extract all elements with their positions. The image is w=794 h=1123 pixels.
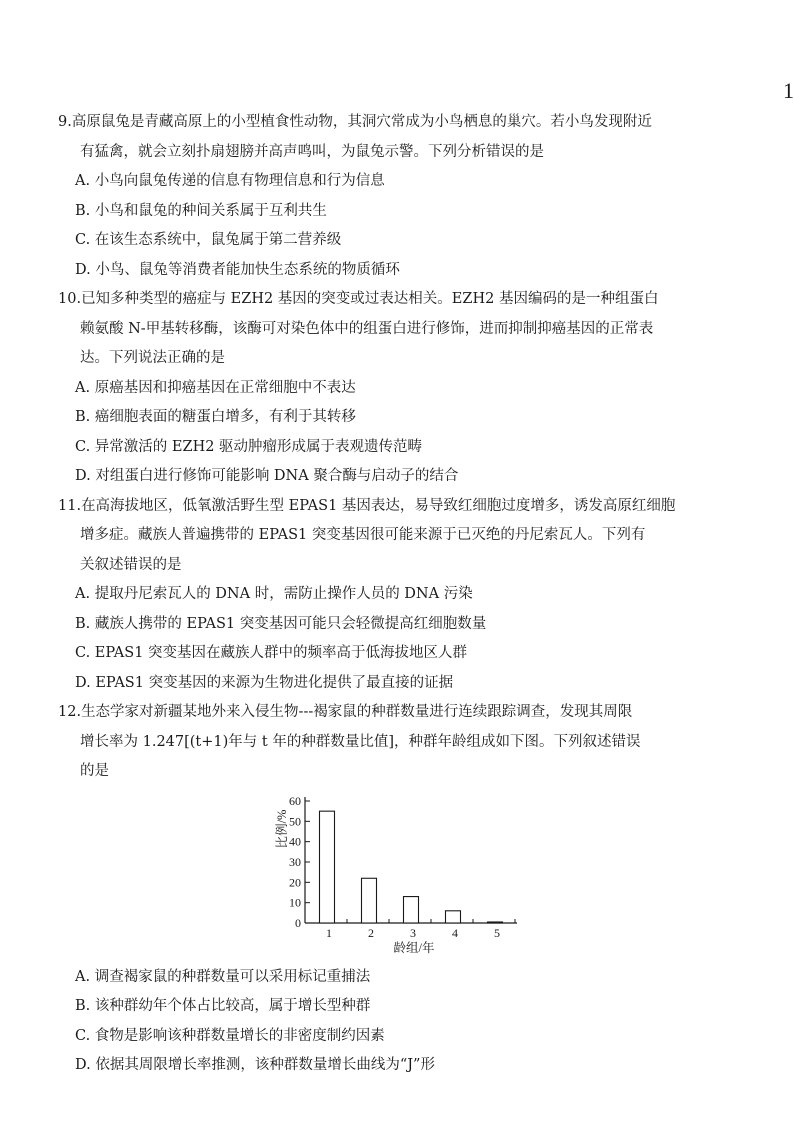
y-tick-label: 20 <box>289 874 301 889</box>
question-10 <box>58 285 738 492</box>
option-c[interactable]: C. EPAS1 突变基因在藏族人群中的频率高于低海拔地区人群 <box>75 645 468 661</box>
option-c[interactable]: C. 食物是影响该种群数量增长的非密度制约因素 <box>75 1027 385 1044</box>
stem-line: 生态学家对新疆某地外来入侵生物---褐家鼠的种群数量进行连续跟踪调查，发现其周限 <box>81 704 633 720</box>
bar-1 <box>320 811 335 923</box>
question-12 <box>58 698 738 1081</box>
option-d[interactable]: D. 依据其周限增长率推测，该种群数量增长曲线为“J”形 <box>75 1057 435 1073</box>
bar-4 <box>446 910 461 922</box>
option-a[interactable]: A. 提取丹尼索瓦人的 DNA 时，需防止操作人员的 DNA 污染 <box>75 586 473 602</box>
y-tick-label: 60 <box>289 793 301 808</box>
option-b[interactable]: B. 该种群幼年个体占比较高，属于增长型种群 <box>75 998 371 1014</box>
question-number: 9. <box>58 114 72 130</box>
option-d[interactable]: D. 对组蛋白进行修饰可能影响 DNA 聚合酶与启动子的结合 <box>75 468 459 484</box>
option-c[interactable]: C. 在该生态系统中，鼠兔属于第二营养级 <box>75 232 342 248</box>
stem-line: 有猛禽，就会立刻扑扇翅膀并高声鸣叫，为鼠兔示警。下列分析错误的是 <box>80 143 544 160</box>
question-11 <box>58 492 738 699</box>
question-9-stem <box>58 108 738 138</box>
stem-line: 增多症。藏族人普遍携带的 EPAS1 突变基因很可能来源于已灭绝的丹尼索瓦人。下列有 <box>80 527 646 543</box>
bar-3 <box>404 896 419 922</box>
stem-line: 赖氨酸 N-甲基转移酶，该酶可对染色体中的组蛋白进行修饰，进而抑制抑癌基因的正常表 <box>80 320 654 337</box>
option-a[interactable]: A. 小鸟向鼠兔传递的信息有物理信息和行为信息 <box>75 173 385 189</box>
bar-5 <box>488 921 503 922</box>
y-tick-label: 10 <box>289 895 301 910</box>
option-b[interactable]: B. 藏族人携带的 EPAS1 突变基因可能只会轻微提高红细胞数量 <box>75 615 487 632</box>
x-tick-label: 5 <box>494 925 500 940</box>
y-tick-label: 0 <box>295 915 301 930</box>
age-structure-chart-container <box>0 791 794 961</box>
question-12-stem <box>58 698 738 728</box>
question-list <box>58 108 738 1081</box>
bar-2 <box>362 878 377 923</box>
option-c[interactable]: C. 异常激活的 EZH2 驱动肿瘤形成属于表观遗传范畴 <box>75 438 423 455</box>
option-b[interactable]: B. 癌细胞表面的糖蛋白增多，有利于其转移 <box>75 409 356 425</box>
x-tick-label: 2 <box>368 925 374 940</box>
option-a[interactable]: A. 调查褐家鼠的种群数量可以采用标记重捕法 <box>75 968 371 985</box>
option-b[interactable]: B. 小鸟和鼠兔的种间关系属于互利共生 <box>75 202 327 219</box>
x-tick-label: 3 <box>410 925 416 940</box>
y-tick-label: 30 <box>289 854 301 869</box>
y-axis-label: 比例/% <box>275 809 289 848</box>
stem-line: 的是 <box>80 763 109 779</box>
x-tick-label: 1 <box>326 925 332 940</box>
question-number: 10. <box>58 291 82 307</box>
stem-line: 增长率为 1.247[(t+1)年与 t 年的种群数量比值]，种群年龄组成如下图。下列叙述错误 <box>80 733 641 750</box>
y-tick-label: 40 <box>289 834 301 849</box>
stem-line: 已知多种类型的癌症与 EZH2 基因的突变或过表达相关。EZH2 基因编码的是一种组蛋白 <box>81 291 659 307</box>
stem-line: 高原鼠兔是青藏高原上的小型植食性动物，其洞穴常成为小鸟栖息的巢穴。若小鸟发现附近 <box>71 114 652 130</box>
age-structure-chart <box>0 791 794 961</box>
stem-line: 关叙述错误的是 <box>80 556 182 573</box>
y-tick-label: 50 <box>289 813 301 828</box>
question-number: 11. <box>58 497 82 514</box>
x-axis-label: 龄组/年 <box>393 940 435 955</box>
stem-line: 达。下列说法正确的是 <box>80 350 225 366</box>
option-d[interactable]: D. EPAS1 突变基因的来源为生物进化提供了最直接的证据 <box>75 674 454 691</box>
question-11-stem <box>58 492 738 522</box>
option-d[interactable]: D. 小鸟、鼠兔等消费者能加快生态系统的物质循环 <box>75 261 400 278</box>
option-a[interactable]: A. 原癌基因和抑癌基因在正常细胞中不表达 <box>75 379 356 396</box>
stem-line: 在高海拔地区，低氧激活野生型 EPAS1 基因表达，易导致红细胞过度增多，诱发高原红细胞 <box>81 497 676 514</box>
question-10-stem <box>58 285 738 315</box>
x-tick-label: 4 <box>452 925 458 940</box>
question-number: 12. <box>58 704 82 720</box>
page-number: 1 <box>783 78 794 103</box>
question-9 <box>58 108 738 285</box>
